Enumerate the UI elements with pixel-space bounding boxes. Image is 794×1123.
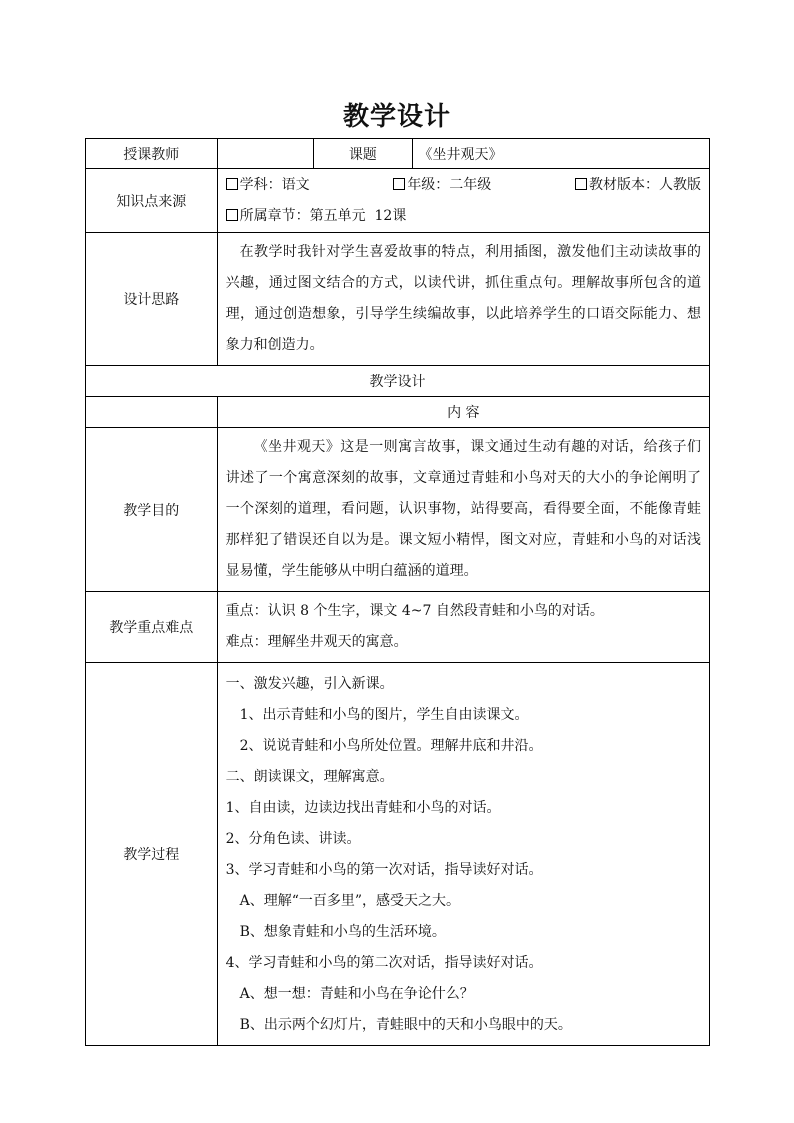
process-label: 教学过程 — [86, 663, 218, 1046]
content-header: 内 容 — [217, 397, 709, 428]
checkbox-icon — [226, 209, 238, 221]
content-header-row — [86, 397, 710, 428]
goal-row — [86, 428, 710, 592]
goal-label: 教学目的 — [86, 428, 218, 592]
teacher-value — [217, 139, 313, 169]
design-label: 设计思路 — [86, 233, 218, 366]
document-title: 教学设计 — [342, 102, 451, 132]
checkbox-icon — [575, 178, 587, 190]
process-line: B、出示两个幻灯片，青蛙眼中的天和小鸟眼中的天。 — [239, 1017, 572, 1033]
checkbox-icon — [226, 178, 238, 190]
subject-text: 学科：语文 — [239, 176, 310, 193]
key-cell — [217, 592, 709, 663]
design-cell — [217, 233, 709, 366]
source-row — [86, 169, 710, 233]
goal-cell — [217, 428, 709, 592]
process-line: 1、自由读，边读边找出青蛙和小鸟的对话。 — [225, 800, 501, 816]
chapter-item — [218, 201, 709, 232]
process-cell — [217, 663, 709, 1046]
edition-item — [575, 170, 701, 201]
process-line: 2、分角色读、讲读。 — [225, 831, 361, 847]
grade-item — [393, 170, 491, 201]
process-line: 一、激发兴趣，引入新课。 — [225, 676, 394, 692]
process-line: A、理解“一百多里”，感受天之大。 — [239, 893, 461, 909]
design-text: 在教学时我针对学生喜爱故事的特点，利用插图，激发他们主动读故事的兴趣，通过图文结合的方式，以读代讲，抓住重点句。理解故事所包含的道理，通过创造想象，引导学生续编故事，以此培养学生的口语交际能力、想象力和创造力。 — [225, 244, 701, 353]
process-row — [86, 663, 710, 1046]
teacher-row — [86, 139, 710, 169]
subject-item — [226, 170, 310, 201]
process-line: 3、学习青蛙和小鸟的第一次对话，指导读好对话。 — [225, 862, 543, 878]
process-line: A、想一想：青蛙和小鸟在争论什么？ — [239, 986, 474, 1002]
process-line: 二、朗读课文，理解寓意。 — [225, 769, 394, 785]
process-line: 1、出示青蛙和小鸟的图片，学生自由读课文。 — [239, 707, 529, 723]
difficulty-point: 难点：理解坐井观天的寓意。 — [225, 634, 408, 650]
grade-text: 年级：二年级 — [407, 176, 492, 193]
key-row — [86, 592, 710, 663]
lesson-plan-table — [85, 138, 710, 1046]
process-line: 4、学习青蛙和小鸟的第二次对话，指导读好对话。 — [225, 955, 543, 971]
process-line: B、想象青蛙和小鸟的生活环境。 — [239, 924, 446, 940]
content-header-empty — [86, 397, 218, 428]
section-header-row — [86, 366, 710, 397]
chapter-text: 所属章节：第五单元 12课 — [239, 207, 407, 224]
key-point: 重点：认识 8 个生字，课文 4~7 自然段青蛙和小鸟的对话。 — [225, 603, 604, 619]
edition-text: 教材版本：人教版 — [589, 176, 701, 193]
key-label: 教学重点难点 — [86, 592, 218, 663]
process-line: 2、说说青蛙和小鸟所处位置。理解井底和井沿。 — [239, 738, 543, 754]
topic-value: 《坐井观天》 — [412, 139, 709, 169]
topic-label: 课题 — [314, 139, 412, 169]
source-content — [217, 169, 709, 233]
checkbox-icon — [393, 178, 405, 190]
source-label: 知识点来源 — [86, 169, 218, 233]
design-row — [86, 233, 710, 366]
teacher-label: 授课教师 — [86, 139, 218, 169]
section-header: 教学设计 — [86, 366, 710, 397]
goal-text: 《坐井观天》这是一则寓言故事，课文通过生动有趣的对话，给孩子们讲述了一个寓意深刻的故事，文章通过青蛙和小鸟对天的大小的争论阐明了一个深刻的道理，看问题，认识事物，站得要高，看得要全面，不能像青蛙那样犯了错误还自以为是。课文短小精悍，图文对应，青蛙和小鸟的对话浅显易懂，学生能够从中明白蕴涵的道理。 — [225, 439, 701, 579]
